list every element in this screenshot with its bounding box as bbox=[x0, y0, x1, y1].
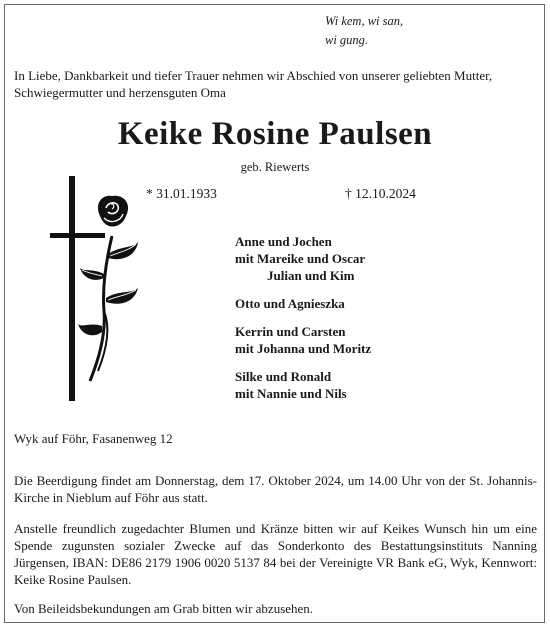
family-line: Kerrin und Carsten bbox=[235, 324, 346, 339]
family-line: Anne und Jochen bbox=[235, 234, 332, 249]
motto-line-1: Wi kem, wi san, bbox=[325, 14, 404, 28]
family-group-4 bbox=[235, 368, 371, 402]
family-group-2 bbox=[235, 295, 371, 312]
maiden-name: geb. Riewerts bbox=[240, 160, 310, 174]
motto-line-2: wi gung. bbox=[325, 33, 369, 47]
family-line: mit Mareike und Oscar bbox=[235, 251, 366, 266]
condolences-note: Von Beileidsbekundungen am Grab bitten wir abzusehen. bbox=[14, 601, 314, 616]
rose-bloom bbox=[98, 196, 128, 227]
intro-text: In Liebe, Dankbarkeit und tiefer Trauer nehmen wir Abschied von unserer geliebten Mutter, Schwiegermutter und herzensguten Oma bbox=[14, 68, 493, 100]
family-group-3 bbox=[235, 323, 371, 357]
birth-date: * 31.01.1933 bbox=[146, 186, 217, 201]
motto bbox=[325, 12, 403, 50]
address: Wyk auf Föhr, Fasanenweg 12 bbox=[14, 431, 173, 446]
funeral-info: Die Beerdigung findet am Donnerstag, dem 17. Oktober 2024, um 14.00 Uhr von der St. Johannis-Kirche in Nieblum auf Föhr aus statt. bbox=[14, 473, 537, 505]
death-date: † 12.10.2024 bbox=[345, 186, 416, 201]
family-line: Julian und Kim bbox=[267, 268, 355, 283]
family-list bbox=[235, 233, 371, 413]
family-line: mit Nannie und Nils bbox=[235, 386, 347, 401]
deceased-name: Keike Rosine Paulsen bbox=[117, 116, 433, 152]
cross-with-rose-icon bbox=[50, 176, 145, 401]
rose-leaves bbox=[78, 242, 138, 335]
family-group-1 bbox=[235, 233, 371, 284]
family-line: Silke und Ronald bbox=[235, 369, 332, 384]
cross-vertical-beam bbox=[69, 176, 75, 401]
family-line: mit Johanna und Moritz bbox=[235, 341, 372, 356]
cross-horizontal-beam bbox=[50, 233, 105, 238]
donation-info: Anstelle freundlich zugedachter Blumen und Kränze bitten wir auf Keikes Wunsch hin um eine Spende zugunsten sozialer Zwecke auf das Sonderkonto des Bestattungsinstituts Nanning Jürgensen, IBAN: DE86 2179 1906 0020 5137 84 bei der Vereinigte VR Bank eG, Wyk, Kennwort: Keike Rosine Paulsen. bbox=[14, 521, 537, 587]
family-line: Otto und Agnieszka bbox=[235, 296, 345, 311]
